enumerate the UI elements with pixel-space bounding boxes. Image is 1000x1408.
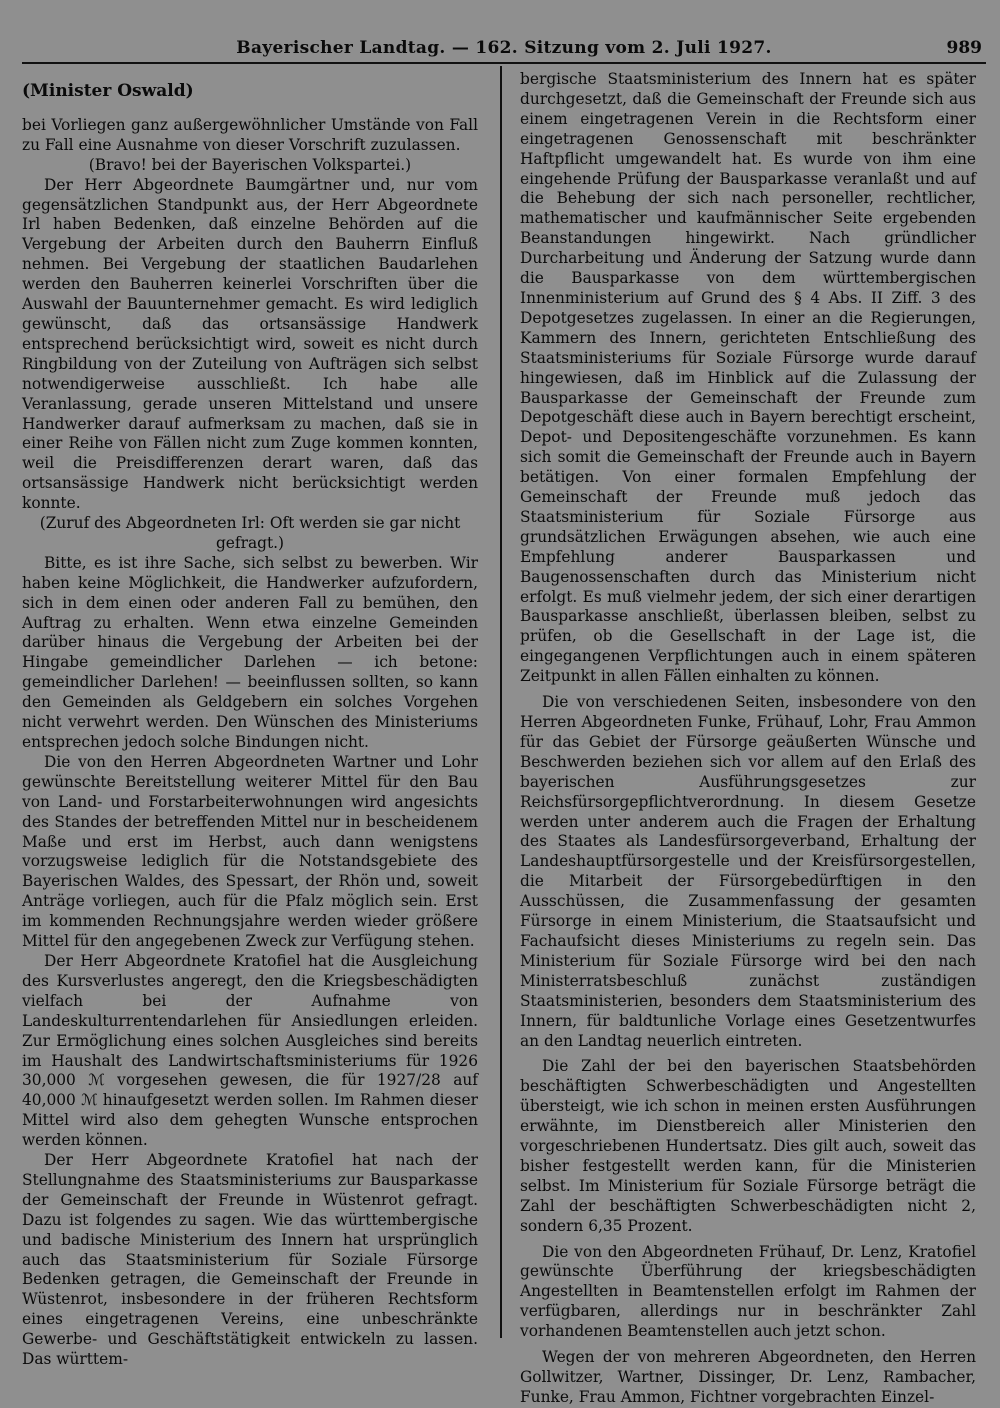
column-divider [500,66,502,1338]
left-column [22,74,478,1370]
paragraph: bergische Staatsministerium des Innern hat es später durchgesetzt, daß die Gemeinschaft der Freunde sich aus einem eingetragenen Verein in die Rechtsform einer eingetragenen Genossenschaft mit beschränkter Haftpflicht umgewandelt hat. Es wurde von ihm eine eingehende Prüfung der Bausparkasse veranlaßt und auf die Behebung der sich nach personeller, rechtlicher, mathematischer und kaufmännischer Seite ergebenden Beanstandungen hingewirkt. Nach gründlicher Durcharbeitung und Änderung der Satzung wurde dann die Bausparkasse von dem württembergischen Innenministerium auf Grund des § 4 Abs. II Ziff. 3 des Depotgesetzes zugelassen. In einer an die Regierungen, Kammern des Innern, gerichteten Entschließung des Staatsministeriums für Soziale Fürsorge wurde darauf hingewiesen, daß im Hinblick auf die Zulassung der Bausparkasse der Gemeinschaft der Freunde zum Depotgeschäft diese auch in Bayern berechtigt erscheint, Depot- und Depositengeschäfte vorzunehmen. Es kann sich somit die Gemeinschaft der Freunde auch in Bayern betätigen. Von einer formalen Empfehlung der Gemeinschaft der Freunde muß jedoch das Staatsministerium für Soziale Fürsorge aus grundsätzlichen Erwägungen absehen, wie auch eine Empfehlung anderer Bausparkassen und Baugenossenschaften durch das Ministerium nicht erfolgt. Es muß vielmehr jedem, der sich einer derartigen Bausparkasse anschließt, überlassen bleiben, selbst zu prüfen, ob die Gesellschaft in der Lage ist, die eingegangenen Verpflichtungen auch in einem späteren Zeitpunkt in allen Fällen einhalten zu können. [520,70,976,686]
interjection: (Zuruf des Abgeordneten Irl: Oft werden sie gar nicht gefragt.) [39,514,461,552]
header-title: Bayerischer Landtag. — 162. Sitzung vom 2. Juli 1927. [236,38,772,58]
right-column [520,70,976,1408]
paragraph: Die von verschiedenen Seiten, insbesondere von den Herren Abgeordneten Funke, Frühauf, Lohr, Frau Ammon für das Gebiet der Fürsorge geäußerten Wünsche und Beschwerden beziehen sich vor allem auf den Erlaß des bayerischen Ausführungsgesetzes zur Reichsfürsorgepflichtverordnung. In diesem Gesetze werden unter anderem auch die Fragen der Erhaltung des Staates als Landesfürsorgeverband, Erhaltung der Landeshauptfürsorgestelle und der Kreisfürsorgestellen, die Mitarbeit der Fürsorgebedürftigen in den Ausschüssen, die Zusammenfassung der gesamten Fürsorge in einem Ministerium, die Staatsaufsicht und Fachaufsicht dieses Ministeriums zu regeln sein. Das Ministerium für Soziale Fürsorge wird bei den nach Ministerratsbeschluß zunächst zuständigen Staatsministerien, besonders dem Staatsministerium des Innern, für baldtunliche Vorlage eines Gesetzentwurfes an den Landtag neuerlich eintreten. [520,693,976,1050]
running-header [22,38,986,64]
paragraph: bei Vorliegen ganz außergewöhnlicher Umstände von Fall zu Fall eine Ausnahme von dieser Vorschrift zuzulassen. [22,115,478,154]
page-number: 989 [946,38,982,58]
paragraph: Der Herr Abgeordnete Baumgärtner und, nur vom gegensätzlichen Standpunkt aus, der Herr Abgeordnete Irl haben Bedenken, daß einzelne Behörden auf die Vergebung der Arbeiten durch den Bauherrn Einfluß nehmen. Bei Vergebung der staatlichen Baudarlehen werden den Bauherren keinerlei Vorschriften über die Auswahl der Bauunternehmer gemacht. Es wird lediglich gewünscht, daß das ortsansässige Handwerk entsprechend berücksichtigt wird, soweit es nicht durch Ringbildung von der Zuteilung von Aufträgen sich selbst notwendigerweise ausschließt. Ich habe alle Veranlassung, gerade unseren Mittelstand und unsere Handwerker darauf aufmerksam zu machen, daß sie in einer Reihe von Fällen nicht zum Zuge kommen konnten, weil die Preisdifferenzen derart waren, daß das ortsansässige Handwerk nicht berücksichtigt werden konnte. [22,175,478,513]
paragraph: Wegen der von mehreren Abgeordneten, den Herren Gollwitzer, Wartner, Dissinger, Dr. Lenz, Rambacher, Funke, Frau Ammon, Fichtner vorgebrachten Einzel- [520,1348,976,1406]
paragraph: Die von den Abgeordneten Frühauf, Dr. Lenz, Kratofiel gewünschte Überführung der kriegsbeschädigten Angestellten in Beamtenstellen erfolgt im Rahmen der verfügbaren, allerdings nur in beschränkter Zahl vorhandenen Beamtenstellen auch jetzt schon. [520,1242,976,1341]
speaker-label: (Minister Oswald) [22,81,194,101]
paragraph: Die von den Herren Abgeordneten Wartner und Lohr gewünschte Bereitstellung weiterer Mittel für den Bau von Land- und Forstarbeiterwohnungen wird angesichts des Standes der betreffenden Mittel nur in bescheidenem Maße und erst im Herbst, auch dann wenigstens vorzugsweise lediglich für die Notstandsgebiete des Bayerischen Waldes, des Spessart, der Rhön und, soweit Anträge vorliegen, auch für die Pfalz möglich sein. Erst im kommenden Rechnungsjahre werden wieder größere Mittel für den angegebenen Zweck zur Verfügung stehen. [22,752,478,951]
paragraph: Der Herr Abgeordnete Kratofiel hat die Ausgleichung des Kursverlustes angeregt, den die Kriegsbeschädigten vielfach bei der Aufnahme von Landeskulturrentendarlehen für Ansiedlungen erleiden. Zur Ermöglichung eines solchen Ausgleiches sind bereits im Haushalt des Landwirtschaftsministeriums für 1926 30,000 ℳ vorgesehen gewesen, die für 1927/28 auf 40,000 ℳ hinaufgesetzt werden sollen. Im Rahmen dieser Mittel wird also dem gehegten Wunsche entsprochen werden können. [22,951,478,1150]
paragraph: Bitte, es ist ihre Sache, sich selbst zu bewerben. Wir haben keine Möglichkeit, die Handwerker aufzufordern, sich in dem einen oder anderen Fall zu bemühen, den Auftrag zu erhalten. Wenn etwa einzelne Gemeinden darüber hinaus die Vergebung der Arbeiten bei der Hingabe gemeindlicher Darlehen — ich betone: gemeindlicher Darlehen! — beeinflussen sollten, so kann den Gemeinden als Geldgebern ein solches Vorgehen nicht verwehrt werden. Den Wünschen des Ministeriums entsprechen jedoch solche Bindungen nicht. [22,553,478,751]
paragraph: Die Zahl der bei den bayerischen Staatsbehörden beschäftigten Schwerbeschädigten und Angestellten übersteigt, wie ich schon in meinen ersten Ausführungen erwähnte, im Dienstbereich aller Ministerien den vorgeschriebenen Hundertsatz. Dies gilt auch, soweit das bisher festgestellt werden kann, für die Ministerien selbst. Im Ministerium für Soziale Fürsorge beträgt die Zahl der beschäftigten Schwerbeschädigten nicht 2, sondern 6,35 Prozent. [520,1057,976,1235]
paragraph: Der Herr Abgeordnete Kratofiel hat nach der Stellungnahme des Staatsministeriums zur Bausparkasse der Gemeinschaft der Freunde in Wüstenrot gefragt. Dazu ist folgendes zu sagen. Wie das württembergische und badische Ministerium des Innern hat ursprünglich auch das Staatsministerium für Soziale Fürsorge Bedenken getragen, die Gemeinschaft der Freunde in Wüstenrot, insbesondere in der früheren Rechtsform eines eingetragenen Vereins, eine unbeschränkte Gewerbe- und Geschäftstätigkeit entwickeln zu lassen. Das württem- [22,1151,478,1369]
interjection: (Bravo! bei der Bayerischen Volkspartei.) [88,155,412,174]
